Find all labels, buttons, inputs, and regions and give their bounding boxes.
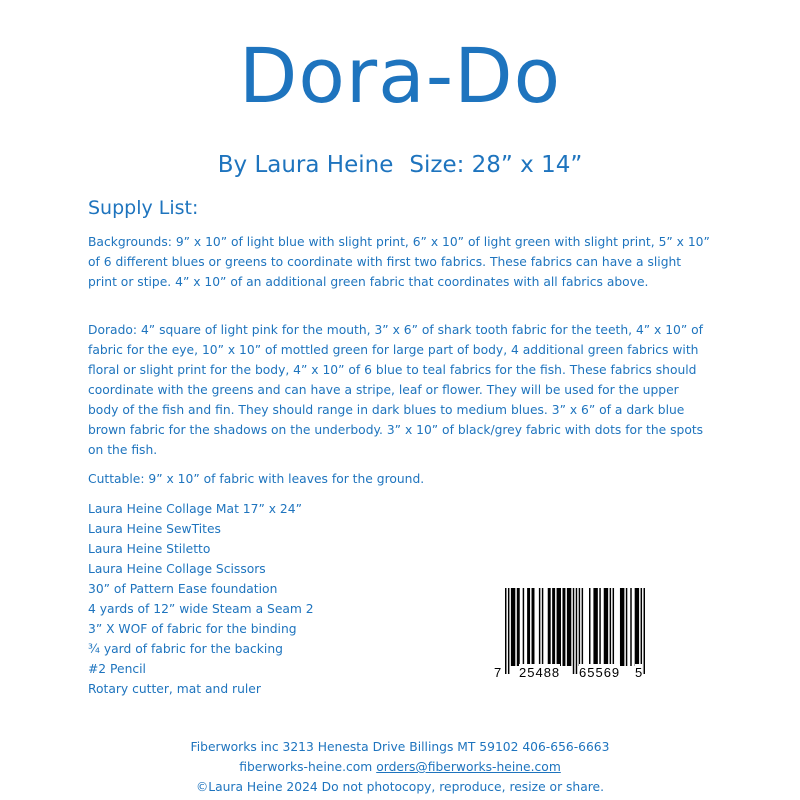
barcode-bar [562,588,565,666]
list-item: 30” of Pattern Ease foundation [88,582,278,596]
barcode-bar [573,588,574,674]
backgrounds-paragraph: Backgrounds: 9” x 10” of light blue with slight print, 6” x 10” of light green with slight print, 5” x 10” of 6 different blues or greens to coordinate with first two fabrics. These fabrics can have a slight print or stipe. 4” x 10” of an additional green fabric that coordinates with all fabrics above. [88,235,710,289]
list-item: Laura Heine Collage Scissors [88,562,266,576]
barcode-bar [604,588,608,666]
barcode-bar [635,588,639,666]
list-item: Laura Heine Stiletto [88,542,211,556]
barcode-bar [505,588,506,674]
barcode-bar [579,588,580,666]
barcode-right-group: 65569 [579,665,621,680]
barcode-first-digit: 7 [494,665,502,680]
barcode-bar [644,588,645,674]
list-item: 3” X WOF of fabric for the binding [88,622,297,636]
barcode-bar [593,588,597,666]
barcode-bar [548,588,551,666]
upc-barcode [494,588,645,682]
barcode-bar [613,588,614,666]
barcode-bar [630,588,631,666]
barcode-check-digit: 5 [635,665,643,680]
barcode-bar [610,588,611,666]
barcode-bar [626,588,627,666]
list-item: 4 yards of 12” wide Steam a Seam 2 [88,602,314,616]
barcode-bar [508,588,509,674]
barcode-bar [511,588,515,666]
barcode-bar [589,588,590,666]
barcode-bar [523,588,524,666]
website-text: fiberworks-heine.com [239,760,373,774]
barcode-bar [542,588,543,666]
list-item: Laura Heine Collage Mat 17” x 24” [88,502,302,516]
barcode-bar [532,588,535,666]
list-item: ¾ yard of fabric for the backing [88,642,283,656]
dorado-paragraph: Dorado: 4” square of light pink for the mouth, 3” x 6” of shark tooth fabric for the teeth, 4” x 10” of fabric for the eye, 10” x 10” of mottled green for large part of body, 4 additional green fabrics with floral or slight print for the body, 4” x 10” of 6 blue to teal fabrics for the fish. These fabrics should coordinate with the greens and can have a stripe, leaf or flower. They will be used for the upper body of the fish and fin. They should range in dark blues to medium blues. 3” x 6” of a dark blue brown fabric for the shadows on the underbody. 3” x 10” of black/grey fabric with dots for the spots on the fish. [88,323,704,457]
barcode-bar [539,588,540,666]
barcode-bar [582,588,583,666]
author-label: By Laura Heine [217,152,394,178]
list-item: #2 Pencil [88,662,146,676]
size-label: Size: 28” x 14” [409,152,583,178]
barcode-bar [517,588,520,666]
barcode-bar [576,588,577,674]
pattern-title: Dora-Do [238,31,562,120]
list-item: Rotary cutter, mat and ruler [88,682,261,696]
barcode-bar [552,588,555,666]
barcode-bar [641,588,642,674]
footer-copyright: ©Laura Heine 2024 Do not photocopy, reproduce, resize or share. [195,780,605,794]
barcode-digits [494,664,645,682]
footer-contact [0,757,800,777]
barcode-bar [557,588,561,666]
list-item: Laura Heine SewTites [88,522,221,536]
barcode-left-group: 25488 [519,665,561,680]
barcode-bar [567,588,571,666]
email-link[interactable]: orders@fiberworks-heine.com [376,760,561,774]
supply-list-heading: Supply List: [88,197,199,219]
cuttable-paragraph: Cuttable: 9” x 10” of fabric with leaves for the ground. [88,472,425,486]
barcode-bar [599,588,600,666]
footer-address: Fiberworks inc 3213 Henesta Drive Billings MT 59102 406-656-6663 [190,740,610,754]
barcode-bar [527,588,530,666]
tools-list [88,499,314,699]
byline [0,150,800,180]
barcode-bar [620,588,624,666]
